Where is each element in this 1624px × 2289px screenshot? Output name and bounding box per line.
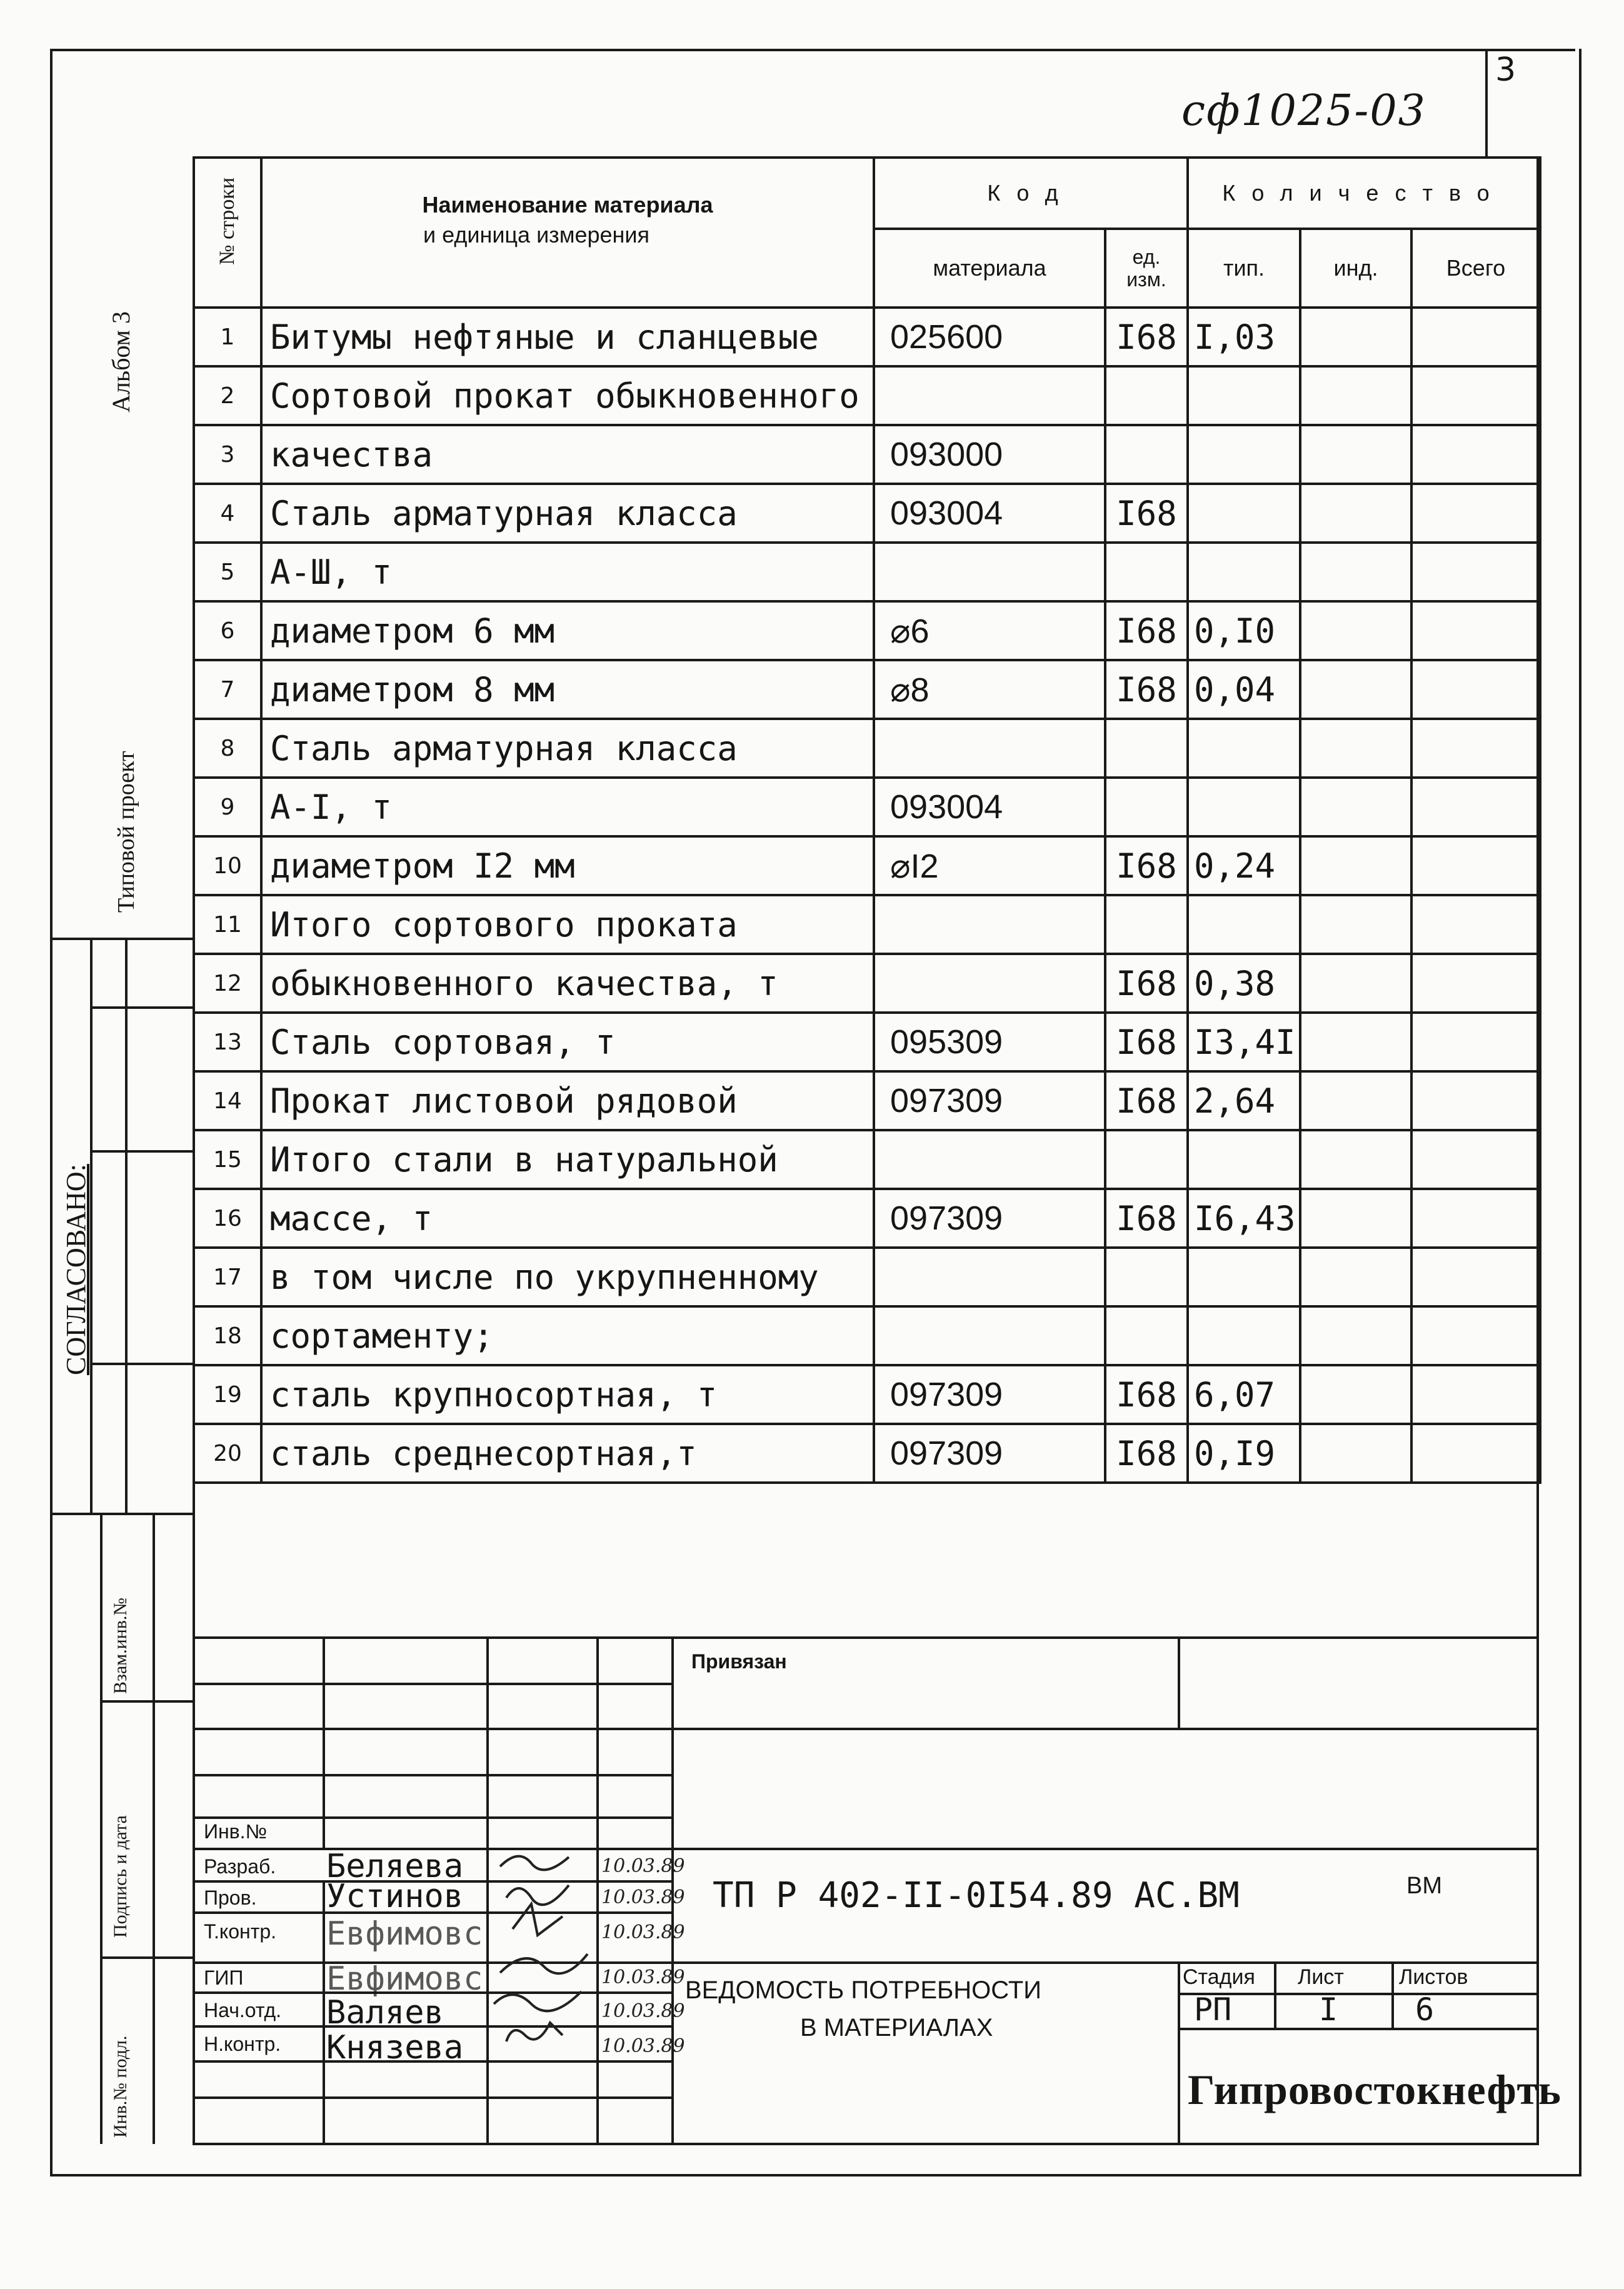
role-department-head: Нач.отд. <box>204 1999 282 2021</box>
document-code: сф1025-03 <box>1181 86 1426 136</box>
agreed-box-bottom <box>50 1513 195 1515</box>
qty-ind <box>1300 1071 1411 1130</box>
qty-typ: 6,07 <box>1188 1365 1300 1424</box>
material-code <box>874 1130 1105 1189</box>
qty-typ: I6,43 <box>1188 1189 1300 1248</box>
name-department-head: Валяев <box>326 1994 444 2031</box>
row-number: 5 <box>194 543 261 601</box>
qty-typ <box>1188 366 1300 425</box>
album-label: Альбом 3 <box>107 311 135 413</box>
material-name: Сталь сортовая, т <box>261 1013 874 1071</box>
table-row <box>194 1071 1540 1130</box>
stage-label: Стадия <box>1183 1965 1255 1989</box>
qty-ind <box>1300 895 1411 954</box>
material-code: ⌀I2 <box>874 836 1105 895</box>
qty-ind <box>1300 543 1411 601</box>
row-number: 6 <box>194 601 261 660</box>
stamp-stage-divider <box>1178 1961 1180 2143</box>
material-code: 093000 <box>874 425 1105 484</box>
signature-2 <box>506 1885 569 1905</box>
qty-ind <box>1300 1365 1411 1424</box>
date-tech-control: 10.03.89 <box>601 1921 685 1943</box>
header-row-number: № строки <box>216 177 239 265</box>
sheet-value: I <box>1319 1991 1338 2028</box>
unit-code: I68 <box>1105 1071 1188 1130</box>
qty-total <box>1411 1071 1540 1130</box>
stamp-col-a-lower <box>323 1880 325 2143</box>
material-code <box>874 895 1105 954</box>
qty-ind <box>1300 601 1411 660</box>
material-name: диаметром I2 мм <box>261 836 874 895</box>
replace-inv-label: Взам.инв.№ <box>110 1597 131 1694</box>
qty-ind <box>1300 1424 1411 1483</box>
row-number: 11 <box>194 895 261 954</box>
qty-total <box>1411 1365 1540 1424</box>
qty-typ <box>1188 1248 1300 1306</box>
stamp-stage-row <box>1178 1993 1539 1995</box>
material-name: Сортовой прокат обыкновенного <box>261 366 874 425</box>
stamp-top-line <box>193 1636 1539 1639</box>
sheet-number-box-line <box>1485 49 1488 158</box>
sheets-value: 6 <box>1415 1991 1435 2028</box>
material-code: 093004 <box>874 778 1105 836</box>
materials-table <box>193 156 1541 1484</box>
header-quantity: Количество <box>1188 158 1540 229</box>
qty-typ <box>1188 895 1300 954</box>
qty-total <box>1411 366 1540 425</box>
row-number: 17 <box>194 1248 261 1306</box>
table-row <box>194 660 1540 719</box>
row-number: 19 <box>194 1365 261 1424</box>
inv-original-label: Инв.№ подл. <box>110 2035 131 2138</box>
date-developer: 10.03.89 <box>601 1855 685 1877</box>
material-name: Итого стали в натуральной <box>261 1130 874 1189</box>
sheet-label: Лист <box>1298 1965 1344 1989</box>
qty-ind <box>1300 484 1411 543</box>
row-number: 7 <box>194 660 261 719</box>
row-number: 8 <box>194 719 261 778</box>
qty-total <box>1411 484 1540 543</box>
header-code-unit-cell <box>1105 229 1188 308</box>
name-chief-engineer: Евфимовс <box>326 1960 483 1998</box>
qty-typ <box>1188 1130 1300 1189</box>
sign-date-label: Подпись и дата <box>110 1815 131 1938</box>
material-code: 097309 <box>874 1424 1105 1483</box>
material-code <box>874 543 1105 601</box>
material-code: ⌀6 <box>874 601 1105 660</box>
stamp-grid-row-2 <box>193 1728 1539 1730</box>
agreed-row-1 <box>90 1006 195 1009</box>
agreed-box-divider-2 <box>125 938 128 1513</box>
qty-total <box>1411 601 1540 660</box>
table-row <box>194 719 1540 778</box>
agreed-box-top <box>50 938 195 940</box>
qty-typ: 0,I0 <box>1188 601 1300 660</box>
row-number: 9 <box>194 778 261 836</box>
header-code-unit-line2: изм. <box>1126 268 1166 291</box>
table-row <box>194 1189 1540 1248</box>
frame-left-line <box>50 49 53 2174</box>
qty-ind <box>1300 1189 1411 1248</box>
name-developer: Беляева <box>326 1848 464 1885</box>
signature-3 <box>513 1904 563 1935</box>
unit-code: I68 <box>1105 308 1188 366</box>
header-name-line1: Наименование материала <box>422 192 713 218</box>
date-checker: 10.03.89 <box>601 1886 685 1908</box>
row-number: 1 <box>194 308 261 366</box>
material-name: диаметром 6 мм <box>261 601 874 660</box>
row-number: 15 <box>194 1130 261 1189</box>
table-row <box>194 954 1540 1013</box>
qty-total <box>1411 308 1540 366</box>
qty-ind <box>1300 1013 1411 1071</box>
signatures-graphic <box>488 1848 598 2066</box>
inv-number-label: Инв.№ <box>204 1820 267 1843</box>
unit-code: I68 <box>1105 660 1188 719</box>
stamp-column-right <box>153 1513 155 2144</box>
qty-total <box>1411 778 1540 836</box>
header-qty-ind: инд. <box>1300 229 1411 308</box>
signature-5 <box>494 1991 581 2011</box>
qty-total <box>1411 954 1540 1013</box>
unit-code <box>1105 425 1188 484</box>
header-row-number-cell <box>194 158 261 308</box>
role-tech-control: Т.контр. <box>204 1920 277 1943</box>
signature-6 <box>506 2023 563 2041</box>
table-row <box>194 543 1540 601</box>
unit-code <box>1105 895 1188 954</box>
qty-ind <box>1300 836 1411 895</box>
unit-code: I68 <box>1105 601 1188 660</box>
material-name: в том числе по укрупненному <box>261 1248 874 1306</box>
qty-ind <box>1300 1130 1411 1189</box>
qty-total <box>1411 895 1540 954</box>
stamp-row-1 <box>100 1700 195 1703</box>
material-name: диаметром 8 мм <box>261 660 874 719</box>
document-designation: ТП Р 402-II-0I54.89 АС.ВМ <box>713 1875 1240 1916</box>
material-code <box>874 366 1105 425</box>
stamp-stage-bottom <box>1178 2028 1539 2030</box>
row-number: 13 <box>194 1013 261 1071</box>
unit-code <box>1105 366 1188 425</box>
qty-ind <box>1300 1306 1411 1365</box>
agreed-label: СОГЛАСОВАНО: <box>61 1164 91 1375</box>
qty-typ <box>1188 543 1300 601</box>
stamp-grid-row-4 <box>193 1816 671 1819</box>
qty-total <box>1411 1189 1540 1248</box>
header-code: Код <box>874 158 1188 229</box>
material-code <box>874 719 1105 778</box>
qty-total <box>1411 1424 1540 1483</box>
material-name: массе, т <box>261 1189 874 1248</box>
qty-typ <box>1188 1306 1300 1365</box>
material-name: А-Ш, т <box>261 543 874 601</box>
header-qty-total: Всего <box>1411 229 1540 308</box>
qty-typ: 2,64 <box>1188 1071 1300 1130</box>
qty-typ: 0,I9 <box>1188 1424 1300 1483</box>
qty-total <box>1411 719 1540 778</box>
material-code <box>874 1248 1105 1306</box>
qty-total <box>1411 1248 1540 1306</box>
qty-total <box>1411 660 1540 719</box>
material-code: 097309 <box>874 1189 1105 1248</box>
table-row <box>194 1424 1540 1483</box>
qty-typ: I3,4I <box>1188 1013 1300 1071</box>
document-mark: ВМ <box>1406 1873 1442 1899</box>
material-code: ⌀8 <box>874 660 1105 719</box>
table-row <box>194 425 1540 484</box>
row-number: 16 <box>194 1189 261 1248</box>
unit-code: I68 <box>1105 836 1188 895</box>
stamp-grid-row-3 <box>193 1774 671 1776</box>
signature-4 <box>500 1954 588 1973</box>
table-row <box>194 484 1540 543</box>
project-label: Типовой проект <box>113 751 139 913</box>
sheets-label: Листов <box>1399 1965 1468 1989</box>
material-name: сталь крупносортная, т <box>261 1365 874 1424</box>
qty-ind <box>1300 308 1411 366</box>
frame-bottom-line <box>50 2174 1581 2176</box>
table-row <box>194 1248 1540 1306</box>
signature-1 <box>500 1856 569 1870</box>
agreed-row-3 <box>90 1363 195 1365</box>
material-name: сортаменту; <box>261 1306 874 1365</box>
material-code: 025600 <box>874 308 1105 366</box>
stamp-grid-row-1 <box>193 1683 671 1685</box>
material-code: 093004 <box>874 484 1105 543</box>
unit-code: I68 <box>1105 1424 1188 1483</box>
material-name: А-I, т <box>261 778 874 836</box>
qty-ind <box>1300 660 1411 719</box>
table-row <box>194 895 1540 954</box>
unit-code <box>1105 778 1188 836</box>
material-code <box>874 954 1105 1013</box>
sheet-number: 3 <box>1495 51 1516 89</box>
unit-code: I68 <box>1105 1013 1188 1071</box>
qty-ind <box>1300 719 1411 778</box>
document-title-line1: ВЕДОМОСТЬ ПОТРЕБНОСТИ <box>685 1976 1041 2004</box>
unit-code: I68 <box>1105 1365 1188 1424</box>
table-row <box>194 308 1540 366</box>
stamp-grid-row-12 <box>193 2096 671 2099</box>
date-norm-control: 10.03.89 <box>601 2035 685 2057</box>
frame-top-line <box>50 49 1575 51</box>
row-number: 3 <box>194 425 261 484</box>
material-code <box>874 1306 1105 1365</box>
material-name: Сталь арматурная класса <box>261 484 874 543</box>
qty-ind <box>1300 425 1411 484</box>
unit-code <box>1105 1248 1188 1306</box>
stamp-row-2 <box>100 1956 195 1959</box>
frame-right-line <box>1579 49 1581 2174</box>
qty-typ <box>1188 719 1300 778</box>
name-checker: Устинов <box>326 1878 464 1915</box>
material-name: обыкновенного качества, т <box>261 954 874 1013</box>
table-row <box>194 601 1540 660</box>
unit-code: I68 <box>1105 484 1188 543</box>
qty-total <box>1411 543 1540 601</box>
qty-ind <box>1300 954 1411 1013</box>
stamp-column-left <box>100 1513 103 2144</box>
material-name: качества <box>261 425 874 484</box>
material-name: Битумы нефтяные и сланцевые <box>261 308 874 366</box>
header-qty-typ: тип. <box>1188 229 1300 308</box>
qty-ind <box>1300 1248 1411 1306</box>
qty-typ: 0,24 <box>1188 836 1300 895</box>
agreed-row-2 <box>90 1150 195 1153</box>
qty-typ: 0,04 <box>1188 660 1300 719</box>
name-norm-control: Князева <box>326 2029 464 2066</box>
row-number: 10 <box>194 836 261 895</box>
unit-code <box>1105 1306 1188 1365</box>
stamp-bound-divider <box>1178 1636 1180 1728</box>
unit-code <box>1105 1130 1188 1189</box>
qty-total <box>1411 425 1540 484</box>
table-row <box>194 1130 1540 1189</box>
qty-ind <box>1300 366 1411 425</box>
material-code: 095309 <box>874 1013 1105 1071</box>
header-name-line2: и единица измерения <box>423 222 649 248</box>
stamp-col-a-upper <box>323 1636 325 1848</box>
role-checker: Пров. <box>204 1886 257 1909</box>
material-code: 097309 <box>874 1365 1105 1424</box>
table-row <box>194 836 1540 895</box>
stage-value: РП <box>1194 1991 1232 2028</box>
organization-name: Гипровостокнефть <box>1188 2066 1561 2113</box>
row-number: 4 <box>194 484 261 543</box>
material-name: Сталь арматурная класса <box>261 719 874 778</box>
stamp-bottom-line <box>193 2143 1539 2145</box>
header-code-unit-line1: ед. <box>1132 246 1161 268</box>
unit-code <box>1105 543 1188 601</box>
qty-total <box>1411 1306 1540 1365</box>
unit-code: I68 <box>1105 954 1188 1013</box>
document-title-line2: В МАТЕРИАЛАХ <box>800 2014 993 2041</box>
row-number: 2 <box>194 366 261 425</box>
qty-typ <box>1188 778 1300 836</box>
role-developer: Разраб. <box>204 1855 276 1878</box>
unit-code <box>1105 719 1188 778</box>
qty-total <box>1411 1130 1540 1189</box>
qty-typ <box>1188 484 1300 543</box>
qty-ind <box>1300 778 1411 836</box>
qty-typ: 0,38 <box>1188 954 1300 1013</box>
row-number: 12 <box>194 954 261 1013</box>
role-norm-control: Н.контр. <box>204 2033 281 2055</box>
qty-typ <box>1188 425 1300 484</box>
name-tech-control: Евфимовс <box>326 1915 483 1953</box>
unit-code: I68 <box>1105 1189 1188 1248</box>
material-name: сталь среднесортная,т <box>261 1424 874 1483</box>
table-row <box>194 1365 1540 1424</box>
header-name-cell <box>261 158 874 308</box>
row-number: 14 <box>194 1071 261 1130</box>
table-row <box>194 1013 1540 1071</box>
bound-label: Привязан <box>691 1650 787 1673</box>
row-number: 18 <box>194 1306 261 1365</box>
table-row <box>194 778 1540 836</box>
role-chief-engineer: ГИП <box>204 1966 244 1989</box>
header-code-material: материала <box>874 229 1105 308</box>
qty-typ: I,03 <box>1188 308 1300 366</box>
qty-total <box>1411 836 1540 895</box>
table-row <box>194 1306 1540 1365</box>
table-row <box>194 366 1540 425</box>
material-code: 097309 <box>874 1071 1105 1130</box>
material-name: Итого сортового проката <box>261 895 874 954</box>
date-chief-engineer: 10.03.89 <box>601 1966 685 1988</box>
material-name: Прокат листовой рядовой <box>261 1071 874 1130</box>
qty-total <box>1411 1013 1540 1071</box>
date-department-head: 10.03.89 <box>601 2000 685 2022</box>
row-number: 20 <box>194 1424 261 1483</box>
